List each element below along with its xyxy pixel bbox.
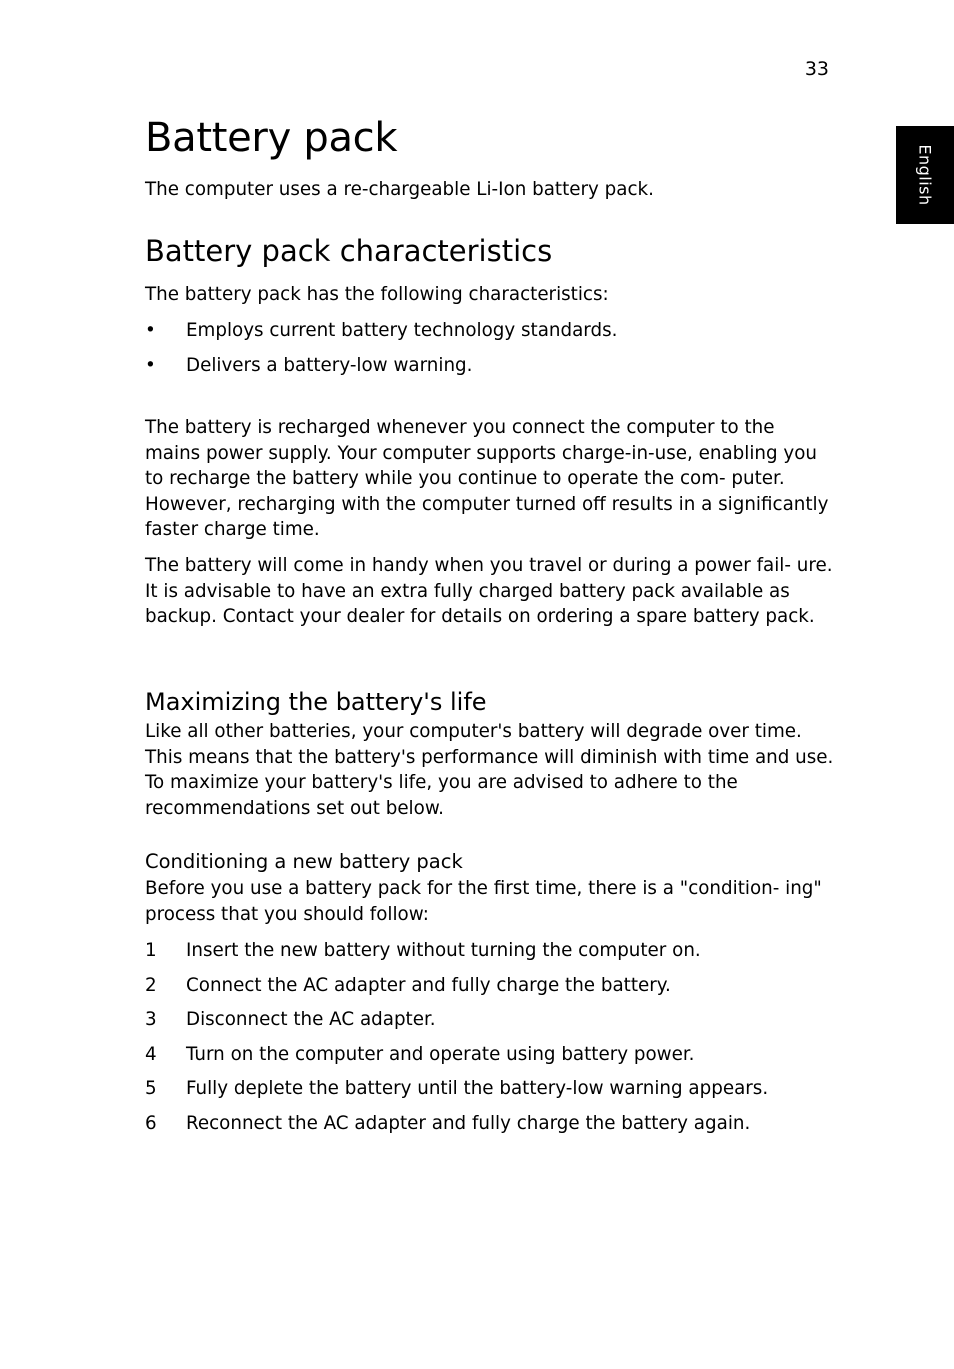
bullet-marker: •: [145, 320, 156, 341]
list-item-text: Employs current battery technology standards.: [186, 320, 618, 341]
step-number: 1: [145, 940, 157, 961]
characteristics-heading: Battery pack characteristics: [145, 234, 553, 268]
step-number: 5: [145, 1078, 157, 1100]
list-item: [145, 1076, 835, 1101]
page-number: 33: [804, 58, 829, 80]
list-item: [145, 1007, 835, 1032]
conditioning-heading: Conditioning a new battery pack: [145, 850, 463, 873]
list-item: [145, 973, 835, 998]
step-text: Reconnect the AC adapter and fully charge the battery again.: [186, 1112, 751, 1134]
step-text: Fully deplete the battery until the battery-low warning appears.: [186, 1078, 769, 1100]
language-tab-label: English: [915, 144, 935, 206]
characteristics-list: [145, 318, 835, 387]
conditioning-steps: [145, 938, 835, 1146]
conditioning-lead: Before you use a battery pack for the first time, there is a "condition- ing" process that you should follow:: [145, 878, 822, 925]
intro-paragraph: The computer uses a re-chargeable Li-Ion battery pack.: [145, 179, 654, 200]
step-text: Disconnect the AC adapter.: [186, 1009, 436, 1031]
step-number: 3: [145, 1009, 157, 1031]
list-item: [145, 938, 835, 963]
list-item: [145, 1111, 835, 1136]
list-item: [145, 353, 835, 378]
characteristics-lead: The battery pack has the following characteristics:: [145, 284, 609, 305]
language-tab: [896, 126, 954, 224]
recharge-paragraph: The battery is recharged whenever you connect the computer to the mains power supply. Your computer supports charge-in-use, enabling you to recharge the battery while you continue to operate the com- puter. However, recharging with the computer turned off results in a significantly faster charge time.: [145, 417, 829, 540]
bullet-marker: •: [145, 354, 156, 376]
travel-paragraph: The battery will come in handy when you travel or during a power fail- ure. It is advisable to have an extra fully charged battery pack available as backup. Contact your dealer for details on ordering a spare battery pack.: [145, 555, 833, 627]
maximizing-heading: Maximizing the battery's life: [145, 688, 487, 716]
step-text: Insert the new battery without turning the computer on.: [186, 940, 701, 961]
list-item-text: Delivers a battery-low warning.: [186, 354, 473, 376]
step-text: Connect the AC adapter and fully charge the battery.: [186, 974, 671, 996]
page-title: Battery pack: [145, 115, 398, 161]
step-text: Turn on the computer and operate using battery power.: [186, 1043, 695, 1065]
list-item: [145, 1042, 835, 1067]
list-item: [145, 318, 835, 343]
step-number: 4: [145, 1043, 157, 1065]
maximizing-paragraph: Like all other batteries, your computer's battery will degrade over time. This means that the battery's performance will diminish with time and use. To maximize your battery's life, you are advised to adhere to the recommendations set out below.: [145, 721, 834, 819]
step-number: 2: [145, 974, 157, 996]
step-number: 6: [145, 1112, 157, 1134]
